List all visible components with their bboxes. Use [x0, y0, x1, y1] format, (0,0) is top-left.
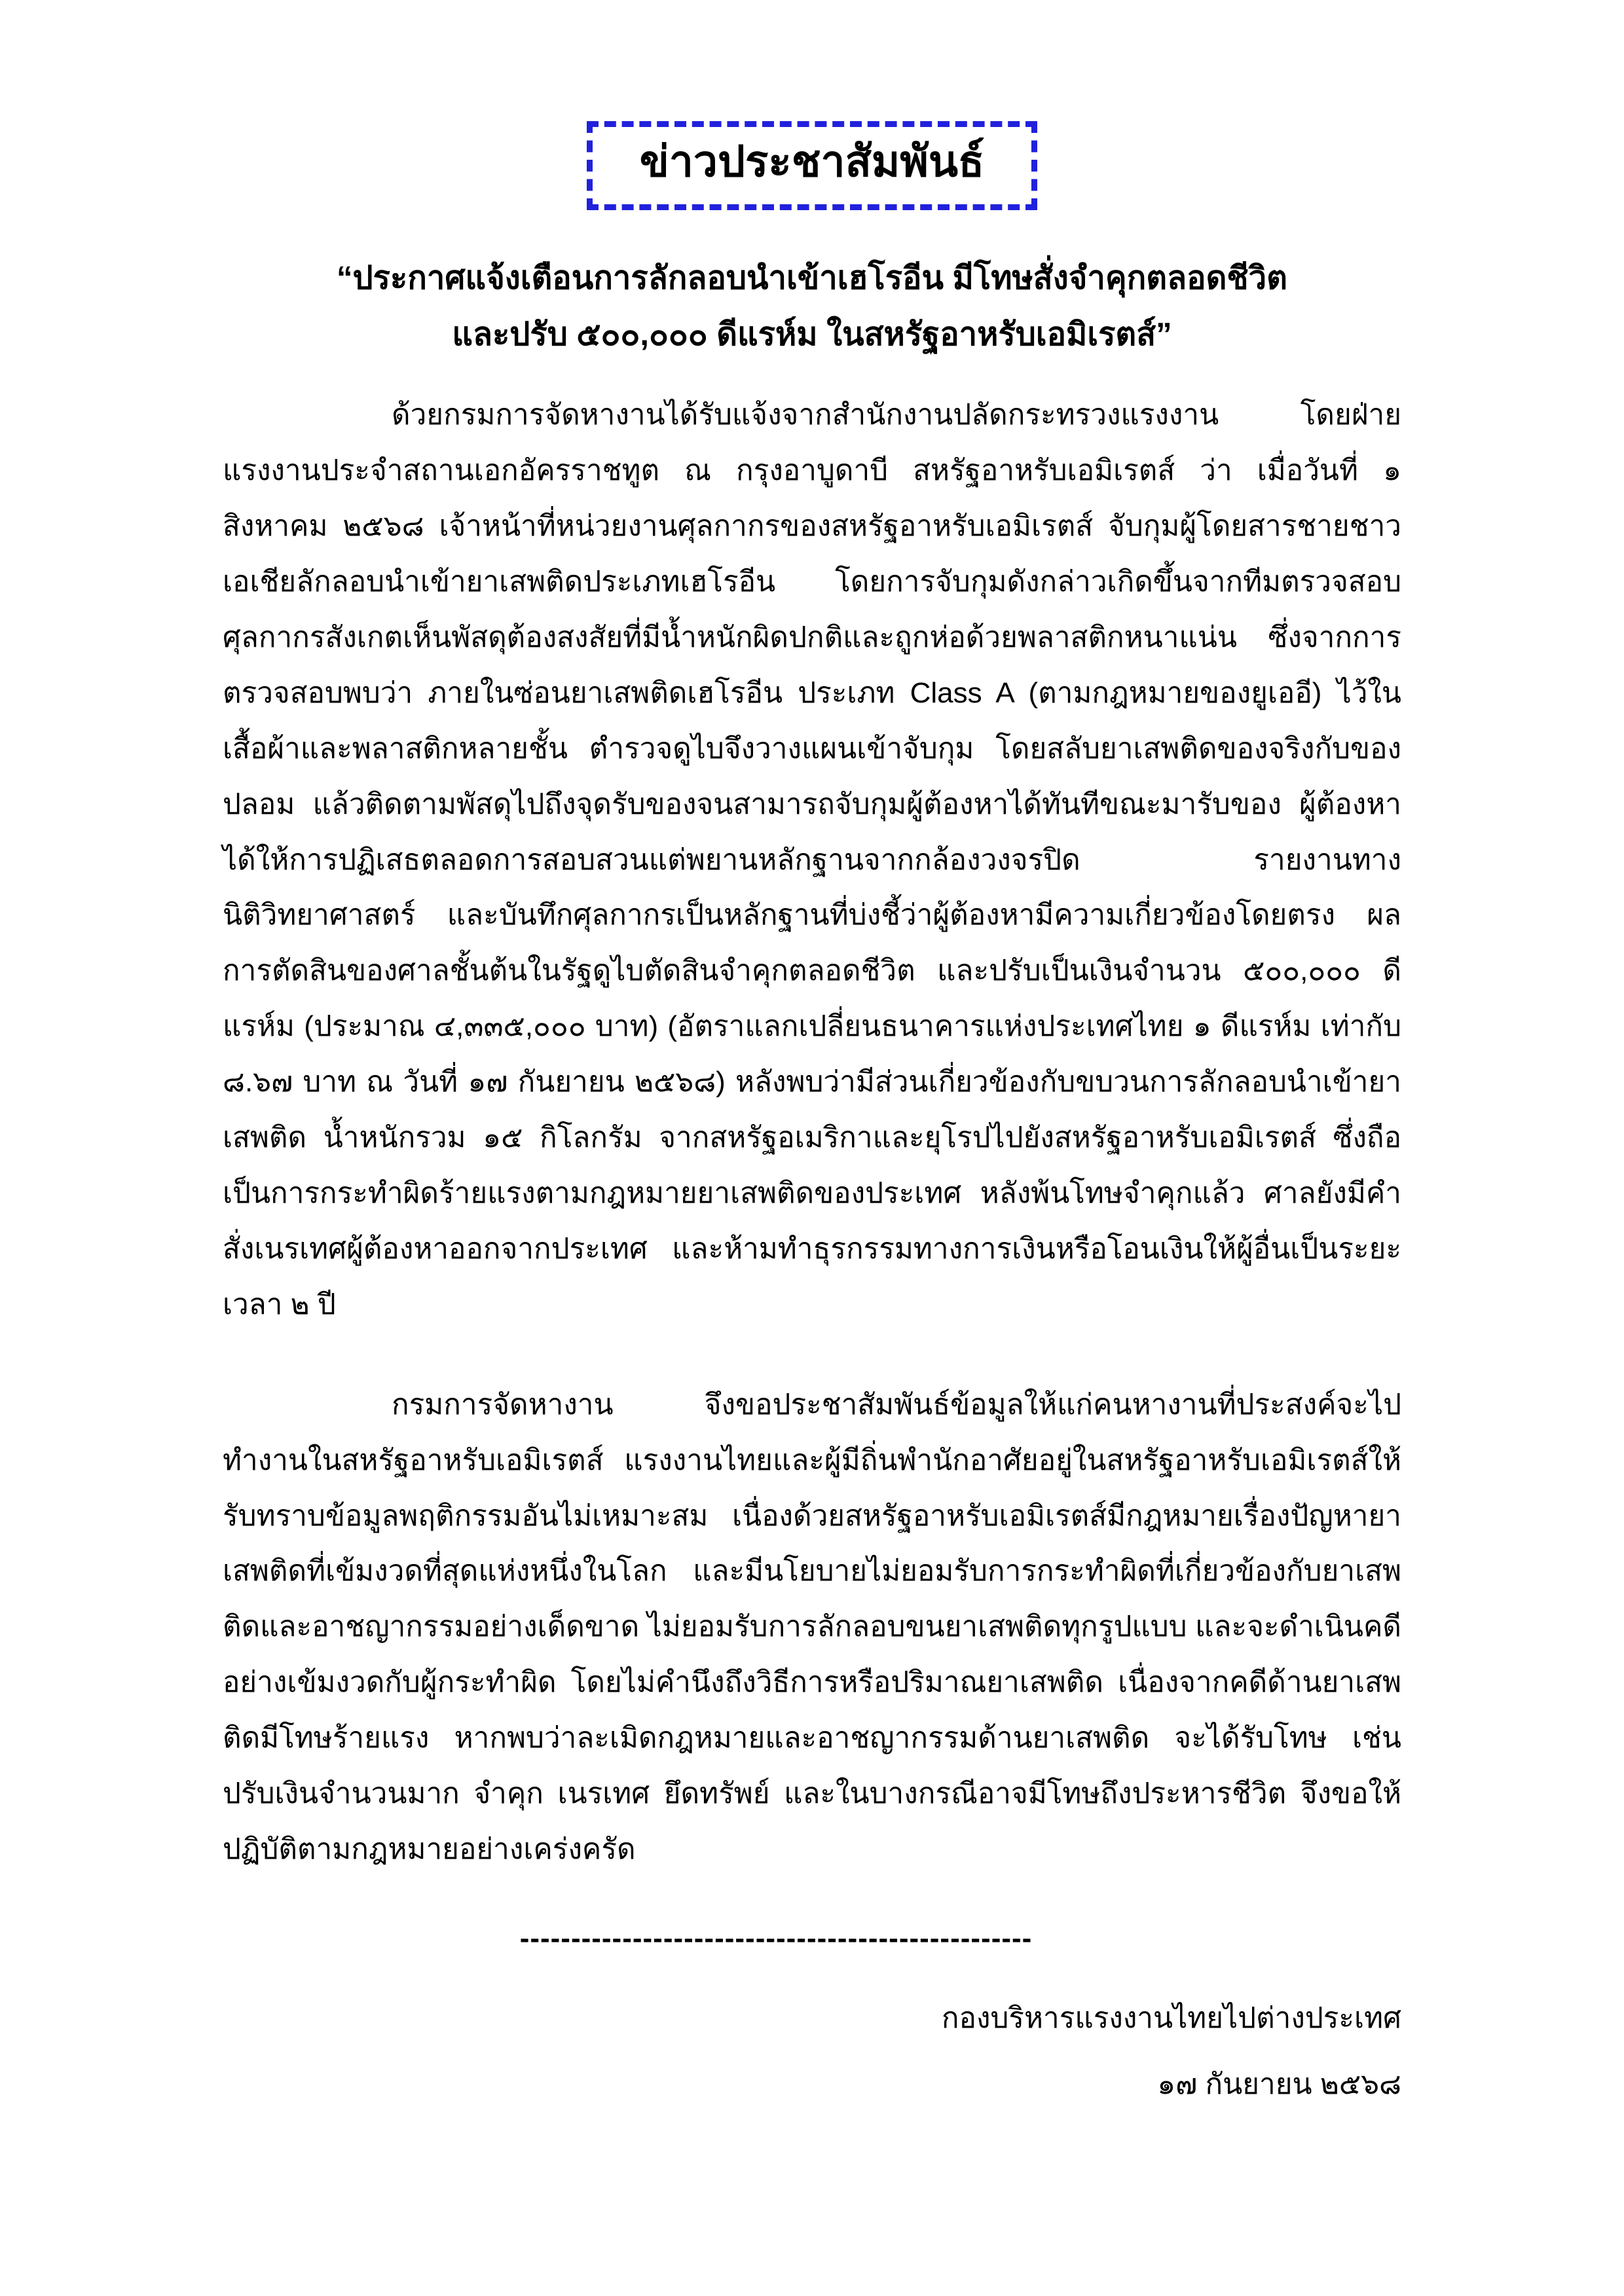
press-release-header-box: [587, 121, 1038, 210]
separator-dashes: --------------------------------------------------: [519, 1922, 1033, 1954]
signoff-department: กองบริหารแรงงานไทยไปต่างประเทศ: [941, 2001, 1401, 2034]
signoff-block: [223, 1985, 1401, 2117]
body-paragraph-2: กรมการจัดหางาน จึงขอประชาสัมพันธ์ข้อมูลให้แก่คนหางานที่ประสงค์จะไปทำงานในสหรัฐอาหรับเอมิเรตส์ แรงงานไทยและผู้มีถิ่นพำนักอาศัยอยู่ในสหรัฐอาหรับเอมิเรตส์ให้รับทราบข้อมูลพฤติกรรมอันไม่เหมาะสม เนื่องด้วยสหรัฐอาหรับเอมิเรตส์มีกฎหมายเรื่องปัญหายาเสพติดที่เข้มงวดที่สุดแห่งหนึ่งในโลก และมีนโยบายไม่ยอมรับการกระทำผิดที่เกี่ยวข้องกับยาเสพติดและอาชญากรรมอย่างเด็ดขาด ไม่ยอมรับการลักลอบขนยาเสพติดทุกรูปแบบ และจะดำเนินคดีอย่างเข้มงวดกับผู้กระทำผิด โดยไม่คำนึงถึงวิธีการหรือปริมาณยาเสพติด เนื่องจากคดีด้านยาเสพติดมีโทษร้ายแรง หากพบว่าละเมิดกฎหมายและอาชญากรรมด้านยาเสพติด จะได้รับโทษ เช่น ปรับเงินจำนวนมาก จำคุก เนรเทศ ยึดทรัพย์ และในบางกรณีอาจมีโทษถึงประหารชีวิต จึงขอให้ปฏิบัติตามกฎหมายอย่างเคร่งครัด: [223, 1388, 1401, 1865]
header-badge-label: ข่าวประชาสัมพันธ์: [639, 137, 985, 185]
signoff-date: ๑๗ กันยายน ๒๕๖๘: [1157, 2068, 1401, 2101]
announcement-title-line-1: “ประกาศแจ้งเตือนการลักลอบนำเข้าเฮโรอีน มีโทษสั่งจำคุกตลอดชีวิต: [336, 260, 1287, 296]
body-paragraph-1: ด้วยกรมการจัดหางานได้รับแจ้งจากสำนักงานปลัดกระทรวงแรงงาน โดยฝ่ายแรงงานประจำสถานเอกอัครราชทูต ณ กรุงอาบูดาบี สหรัฐอาหรับเอมิเรตส์ ว่า เมื่อวันที่ ๑ สิงหาคม ๒๕๖๘ เจ้าหน้าที่หน่วยงานศุลกากรของสหรัฐอาหรับเอมิเรตส์ จับกุมผู้โดยสารชายชาวเอเชียลักลอบนำเข้ายาเสพติดประเภทเฮโรอีน โดยการจับกุมดังกล่าวเกิดขึ้นจากทีมตรวจสอบศุลกากรสังเกตเห็นพัสดุต้องสงสัยที่มีน้ำหนักผิดปกติและถูกห่อด้วยพลาสติกหนาแน่น ซึ่งจากการตรวจสอบพบว่า ภายในซ่อนยาเสพติดเฮโรอีน ประเภท Class A (ตามกฎหมายของยูเออี) ไว้ในเสื้อผ้าและพลาสติกหลายชั้น ตำรวจดูไบจึงวางแผนเข้าจับกุม โดยสลับยาเสพติดของจริงกับของปลอม แล้วติดตามพัสดุไปถึงจุดรับของจนสามารถจับกุมผู้ต้องหาได้ทันทีขณะมารับของ ผู้ต้องหาได้ให้การปฏิเสธตลอดการสอบสวนแต่พยานหลักฐานจากกล้องวงจรปิด รายงานทางนิติวิทยาศาสตร์ และบันทึกศุลกากรเป็นหลักฐานที่บ่งชี้ว่าผู้ต้องหามีความเกี่ยวข้องโดยตรง ผลการตัดสินของศาลชั้นต้นในรัฐดูไบตัดสินจำคุกตลอดชีวิต และปรับเป็นเงินจำนวน ๕๐๐,๐๐๐ ดีแรห์ม (ประมาณ ๔,๓๓๕,๐๐๐ บาท) (อัตราแลกเปลี่ยนธนาคารแห่งประเทศไทย ๑ ดีแรห์ม เท่ากับ ๘.๖๗ บาท ณ วันที่ ๑๗ กันยายน ๒๕๖๘) หลังพบว่ามีส่วนเกี่ยวข้องกับขบวนการลักลอบนำเข้ายาเสพติด น้ำหนักรวม ๑๕ กิโลกรัม จากสหรัฐอเมริกาและยุโรปไปยังสหรัฐอาหรับเอมิเรตส์ ซึ่งถือเป็นการกระทำผิดร้ายแรงตามกฎหมายยาเสพติดของประเทศ หลังพ้นโทษจำคุกแล้ว ศาลยังมีคำสั่งเนรเทศผู้ต้องหาออกจากประเทศ และห้ามทำธุรกรรมทางการเงินหรือโอนเงินให้ผู้อื่นเป็นระยะเวลา ๒ ปี: [223, 399, 1401, 1321]
announcement-title-line-2: และปรับ ๕๐๐,๐๐๐ ดีแรห์ม ในสหรัฐอาหรับเอมิเรตส์”: [452, 316, 1172, 352]
announcement-title: [223, 251, 1401, 363]
